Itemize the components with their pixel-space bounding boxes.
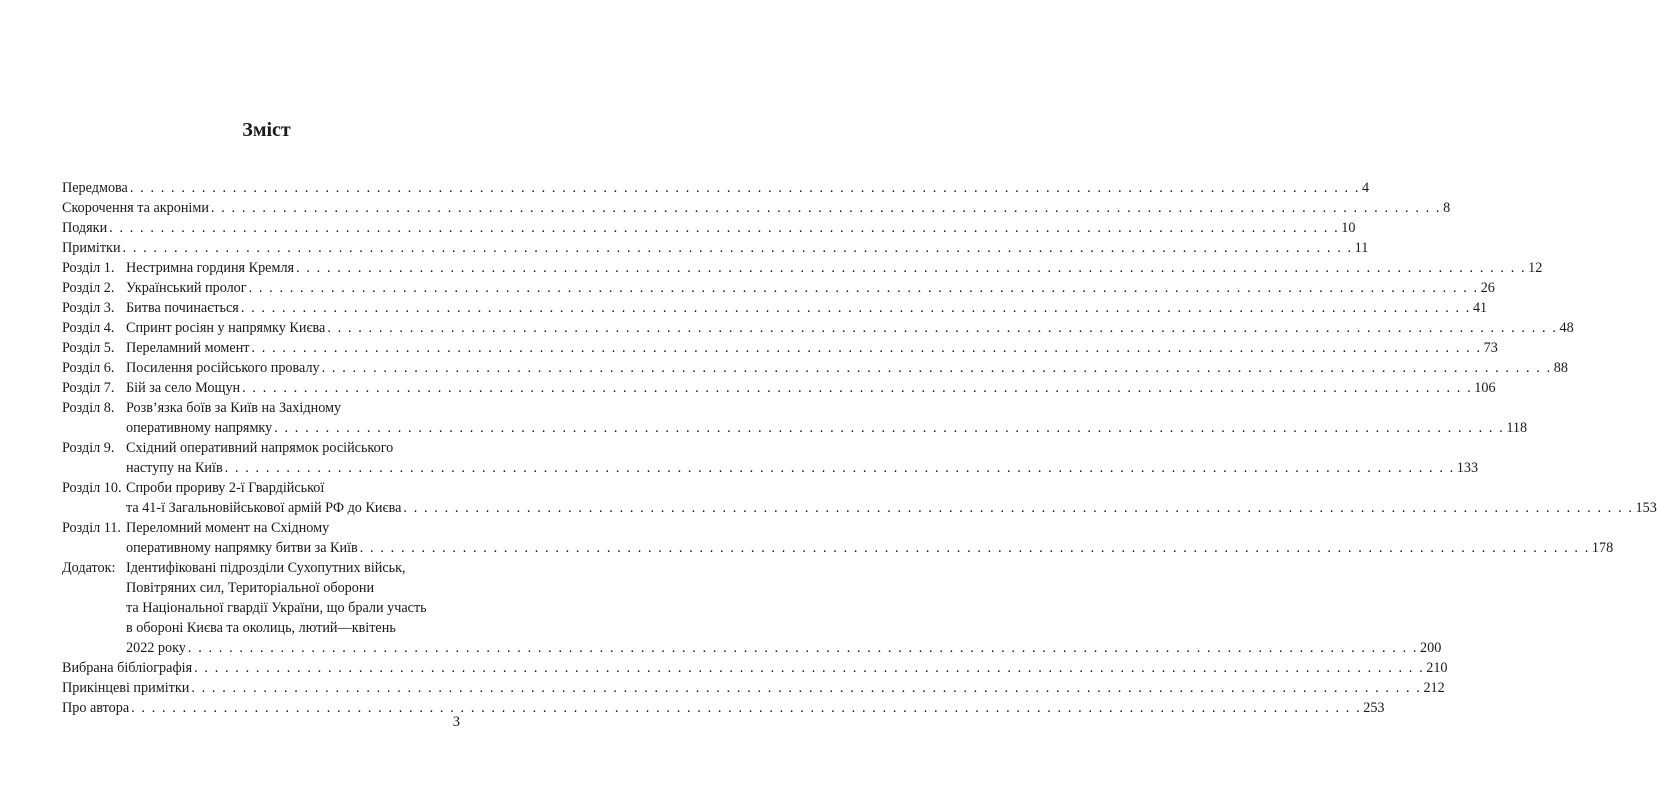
toc-entry-title: Прикінцеві примітки	[62, 680, 190, 696]
toc-entry-title: Про автора	[62, 700, 130, 716]
toc-heading: Зміст	[242, 119, 291, 141]
toc-entry	[62, 478, 1657, 518]
toc-entry-title: Спринт росіян у напрямку Києва	[126, 320, 326, 336]
dot-leader: . . . . . . . . . . . . . . . . . . . . . . . . . . . . . . . . . . . . . . . . . . . . . . . . . . . . . . . . . . . . . . . . . . . . . . . . . . . . . . . . . . . . . . . . . . . . . . . . . . . . . . . . . . . . . . . . . . . . . . . .	[194, 660, 1425, 676]
dot-leader: . . . . . . . . . . . . . . . . . . . . . . . . . . . . . . . . . . . . . . . . . . . . . . . . . . . . . . . . . . . . . . . . . . . . . . . . . . . . . . . . . . . . . . . . . . . . . . . . . . . . . . . . . . . . . . . . . . . . . . . .	[131, 700, 1362, 716]
toc-entry	[62, 698, 1385, 718]
page-number: 3	[452, 714, 460, 730]
toc-entry-title: Розв’язка боїв за Київ на Західному	[126, 400, 342, 416]
toc-entry-title: та 41-ї Загальновійськової армій РФ до Києва	[126, 500, 402, 516]
toc-entry-page: 253	[1363, 700, 1385, 716]
toc-entry-page: 73	[1483, 340, 1498, 356]
toc-entry-page: 12	[1528, 260, 1543, 276]
dot-leader: . . . . . . . . . . . . . . . . . . . . . . . . . . . . . . . . . . . . . . . . . . . . . . . . . . . . . . . . . . . . . . . . . . . . . . . . . . . . . . . . . . . . . . . . . . . . . . . . . . . . . . . . . . . . . . . . . . . . . . . .	[210, 200, 1442, 216]
toc-entry	[62, 378, 1496, 398]
toc-entry-page: 212	[1423, 680, 1445, 696]
toc-entry-page: 153	[1635, 500, 1657, 516]
toc-entry-title: Посилення російського провалу	[126, 360, 320, 376]
toc-entry-title: Нестримна гординя Кремля	[126, 260, 295, 276]
toc-entry-title: в обороні Києва та околиць, лютий—квітень	[126, 620, 396, 636]
toc-entry-page: 118	[1506, 420, 1528, 436]
toc-entry	[62, 558, 1442, 658]
toc-entry	[62, 318, 1574, 338]
toc-entry-title: оперативному напрямку битви за Київ	[126, 540, 358, 556]
toc-entry	[62, 398, 1528, 438]
toc-entry	[62, 218, 1356, 238]
toc-entry-page: 41	[1472, 300, 1488, 316]
toc-entry-page: 200	[1420, 640, 1442, 656]
toc-entry-page: 48	[1559, 320, 1574, 336]
dot-leader: . . . . . . . . . . . . . . . . . . . . . . . . . . . . . . . . . . . . . . . . . . . . . . . . . . . . . . . . . . . . . . . . . . . . . . . . . . . . . . . . . . . . . . . . . . . . . . . . . . . . . . . . . . . . . . . . . . . . . . . .	[251, 340, 1482, 356]
toc-entry-title: Примітки	[62, 240, 121, 256]
toc-entry-page: 11	[1354, 240, 1369, 256]
toc-entry-page: 4	[1361, 180, 1370, 196]
toc-entry-title: Вибрана бібліографія	[62, 660, 193, 676]
toc-entry	[62, 178, 1370, 198]
dot-leader: . . . . . . . . . . . . . . . . . . . . . . . . . . . . . . . . . . . . . . . . . . . . . . . . . . . . . . . . . . . . . . . . . . . . . . . . . . . . . . . . . . . . . . . . . . . . . . . . . . . . . . . . . . . . . . . . . . . . . . . .	[242, 380, 1473, 396]
toc-entry-title: 2022 року	[126, 640, 186, 656]
toc-entry-page: 88	[1553, 360, 1568, 376]
toc-entry-label: Розділ 10.	[62, 480, 122, 496]
toc-entry-label: Розділ 1.	[62, 260, 115, 276]
dot-leader: . . . . . . . . . . . . . . . . . . . . . . . . . . . . . . . . . . . . . . . . . . . . . . . . . . . . . . . . . . . . . . . . . . . . . . . . . . . . . . . . . . . . . . . . . . . . . . . . . . . . . . . . . . . . . . . . . . . . . . . .	[109, 220, 1340, 236]
toc-entry-title: наступу на Київ	[126, 460, 223, 476]
toc-entry-page: 10	[1341, 220, 1356, 236]
dot-leader: . . . . . . . . . . . . . . . . . . . . . . . . . . . . . . . . . . . . . . . . . . . . . . . . . . . . . . . . . . . . . . . . . . . . . . . . . . . . . . . . . . . . . . . . . . . . . . . . . . . . . . . . . . . . . . . . . . . . . . . .	[327, 320, 1558, 336]
toc-entry-page: 8	[1443, 200, 1451, 216]
toc-entry-title: Бій за село Мощун	[126, 380, 241, 396]
toc-entry-label: Розділ 6.	[62, 360, 115, 376]
toc-entry-label: Розділ 3.	[62, 300, 115, 316]
dot-leader: . . . . . . . . . . . . . . . . . . . . . . . . . . . . . . . . . . . . . . . . . . . . . . . . . . . . . . . . . . . . . . . . . . . . . . . . . . . . . . . . . . . . . . . . . . . . . . . . . . . . . . . . . . . . . . . . . . . . . . . .	[191, 680, 1422, 696]
dot-leader: . . . . . . . . . . . . . . . . . . . . . . . . . . . . . . . . . . . . . . . . . . . . . . . . . . . . . . . . . . . . . . . . . . . . . . . . . . . . . . . . . . . . . . . . . . . . . . . . . . . . . . . . . . . . . . . . . . . . . . . .	[321, 360, 1552, 376]
toc-entry-label: Розділ 7.	[62, 380, 115, 396]
toc-entry-label: Розділ 5.	[62, 340, 115, 356]
toc-entry-title: Український пролог	[126, 280, 247, 296]
toc-entry-page: 133	[1456, 460, 1479, 476]
toc-entry-title: Повітряних сил, Територіальної оборони	[126, 580, 375, 596]
toc-entry-label: Розділ 4.	[62, 320, 115, 336]
toc-entry	[62, 198, 1451, 218]
toc-entry-page: 178	[1591, 540, 1614, 556]
toc-entry-title: та Національної гвардії України, що брали участь	[126, 600, 427, 616]
toc-entry	[62, 438, 1479, 478]
toc-entry	[62, 258, 1543, 278]
toc-entry-title: Переламний момент	[126, 340, 250, 356]
toc-entry-page: 210	[1426, 660, 1448, 676]
dot-leader: . . . . . . . . . . . . . . . . . . . . . . . . . . . . . . . . . . . . . . . . . . . . . . . . . . . . . . . . . . . . . . . . . . . . . . . . . . . . . . . . . . . . . . . . . . . . . . . . . . . . . . . . . . . . . . . . . . . . . . . .	[274, 420, 1505, 436]
toc-entry-title: оперативному напрямку	[126, 420, 273, 436]
dot-leader: . . . . . . . . . . . . . . . . . . . . . . . . . . . . . . . . . . . . . . . . . . . . . . . . . . . . . . . . . . . . . . . . . . . . . . . . . . . . . . . . . . . . . . . . . . . . . . . . . . . . . . . . . . . . . . . . . . . . . . . .	[129, 180, 1360, 196]
toc-entry	[62, 518, 1614, 558]
toc-entry-page: 26	[1480, 280, 1495, 296]
dot-leader: . . . . . . . . . . . . . . . . . . . . . . . . . . . . . . . . . . . . . . . . . . . . . . . . . . . . . . . . . . . . . . . . . . . . . . . . . . . . . . . . . . . . . . . . . . . . . . . . . . . . . . . . . . . . . . . . . . . . . . . .	[296, 260, 1527, 276]
toc-entry	[62, 358, 1568, 378]
dot-leader: . . . . . . . . . . . . . . . . . . . . . . . . . . . . . . . . . . . . . . . . . . . . . . . . . . . . . . . . . . . . . . . . . . . . . . . . . . . . . . . . . . . . . . . . . . . . . . . . . . . . . . . . . . . . . . . . . . . . . . . .	[248, 280, 1479, 296]
toc-entry	[62, 278, 1495, 298]
toc-entry	[62, 238, 1369, 258]
toc-entry-label: Розділ 8.	[62, 400, 115, 416]
toc-entry-title: Ідентифіковані підрозділи Сухопутних військ,	[126, 560, 406, 576]
toc-entry-title: Переломний момент на Східному	[126, 520, 330, 536]
toc-entry-title: Битва починається	[126, 300, 239, 316]
toc-entry-page: 106	[1474, 380, 1496, 396]
toc-entry-title: Спроби прориву 2-ї Гвардійської	[126, 480, 325, 496]
toc-entry-label: Розділ 11.	[62, 520, 121, 536]
toc-entry	[62, 298, 1488, 318]
toc-entry	[62, 338, 1498, 358]
toc-entry-title: Подяки	[62, 220, 108, 236]
dot-leader: . . . . . . . . . . . . . . . . . . . . . . . . . . . . . . . . . . . . . . . . . . . . . . . . . . . . . . . . . . . . . . . . . . . . . . . . . . . . . . . . . . . . . . . . . . . . . . . . . . . . . . . . . . . . . . . . . . . . . . . .	[359, 540, 1590, 556]
toc-entry-label: Розділ 9.	[62, 440, 115, 456]
toc-entry	[62, 658, 1448, 678]
toc-entry-title: Східний оперативний напрямок російського	[126, 440, 394, 456]
table-of-contents	[62, 178, 1657, 718]
dot-leader: . . . . . . . . . . . . . . . . . . . . . . . . . . . . . . . . . . . . . . . . . . . . . . . . . . . . . . . . . . . . . . . . . . . . . . . . . . . . . . . . . . . . . . . . . . . . . . . . . . . . . . . . . . . . . . . . . . . . . . . .	[240, 300, 1471, 316]
dot-leader: . . . . . . . . . . . . . . . . . . . . . . . . . . . . . . . . . . . . . . . . . . . . . . . . . . . . . . . . . . . . . . . . . . . . . . . . . . . . . . . . . . . . . . . . . . . . . . . . . . . . . . . . . . . . . . . . . . . . . . . .	[187, 640, 1419, 656]
dot-leader: . . . . . . . . . . . . . . . . . . . . . . . . . . . . . . . . . . . . . . . . . . . . . . . . . . . . . . . . . . . . . . . . . . . . . . . . . . . . . . . . . . . . . . . . . . . . . . . . . . . . . . . . . . . . . . . . . . . . . . . .	[122, 240, 1353, 256]
dot-leader: . . . . . . . . . . . . . . . . . . . . . . . . . . . . . . . . . . . . . . . . . . . . . . . . . . . . . . . . . . . . . . . . . . . . . . . . . . . . . . . . . . . . . . . . . . . . . . . . . . . . . . . . . . . . . . . . . . . . . . . .	[403, 500, 1634, 516]
toc-entry-label: Додаток:	[62, 560, 116, 576]
dot-leader: . . . . . . . . . . . . . . . . . . . . . . . . . . . . . . . . . . . . . . . . . . . . . . . . . . . . . . . . . . . . . . . . . . . . . . . . . . . . . . . . . . . . . . . . . . . . . . . . . . . . . . . . . . . . . . . . . . . . . . . .	[224, 460, 1455, 476]
toc-entry-title: Передмова	[62, 180, 128, 196]
toc-entry-title: Скорочення та акроніми	[62, 200, 209, 216]
toc-entry-label: Розділ 2.	[62, 280, 115, 296]
toc-entry	[62, 678, 1445, 698]
